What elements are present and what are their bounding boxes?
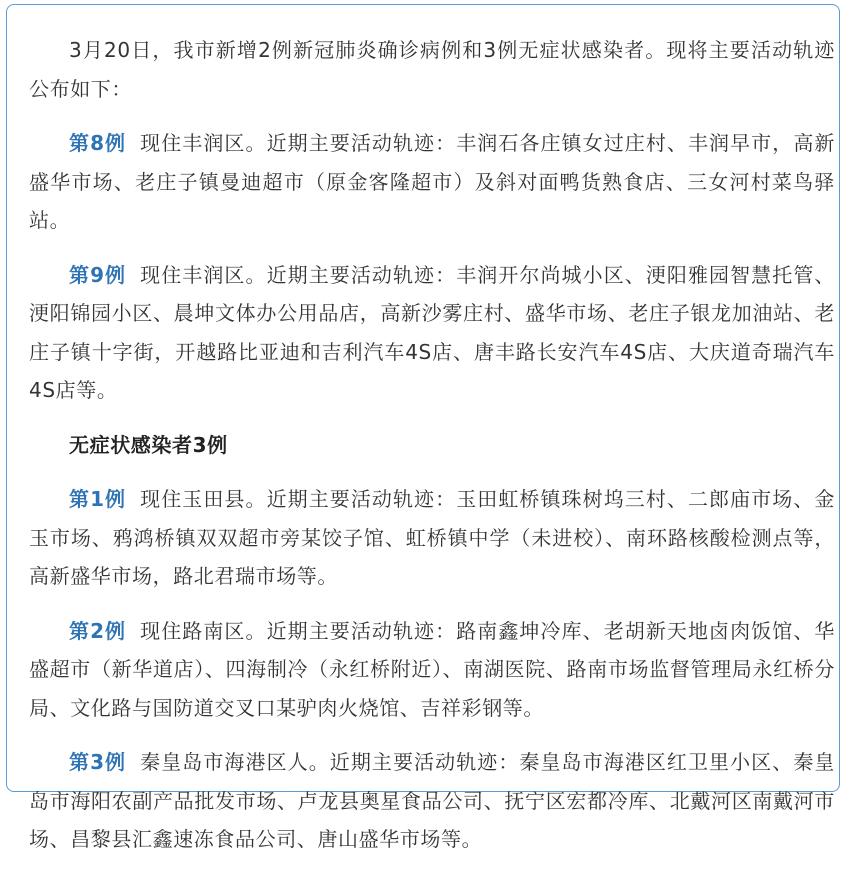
case-paragraph <box>29 124 835 240</box>
case-paragraph <box>29 743 835 859</box>
case-paragraph <box>29 612 835 728</box>
case-text: 秦皇岛市海港区人。近期主要活动轨迹：秦皇岛市海港区红卫里小区、秦皇岛市海阳农副产品批发市场、卢龙县奥星食品公司、抚宁区宏都冷库、北戴河区南戴河市场、昌黎县汇鑫速冻食品公司、唐山盛华市场等。 <box>29 750 835 851</box>
case-paragraph <box>29 480 835 596</box>
case-label: 第3例 <box>69 750 127 774</box>
case-text: 现住玉田县。近期主要活动轨迹：玉田虹桥镇珠树坞三村、二郎庙市场、金玉市场、鸦鸿桥镇双双超市旁某饺子馆、虹桥镇中学（未进校）、南环路核酸检测点等，高新盛华市场，路北君瑞市场等。 <box>29 487 835 588</box>
case-label: 第2例 <box>69 618 127 643</box>
case-text: 现住丰润区。近期主要活动轨迹：丰润石各庄镇女过庄村、丰润早市，高新盛华市场、老庄子镇曼迪超市（原金客隆超市）及斜对面鸭货熟食店、三女河村菜鸟驿站。 <box>29 131 835 232</box>
intro-paragraph: 3月20日，我市新增2例新冠肺炎确诊病例和3例无症状感染者。现将主要活动轨迹公布如下： <box>29 38 835 101</box>
case-label: 第8例 <box>69 131 127 155</box>
article-frame <box>6 4 840 851</box>
case-label: 第9例 <box>69 262 127 287</box>
case-text: 现住丰润区。近期主要活动轨迹：丰润开尔尚城小区、浭阳雅园智慧托管、浭阳锦园小区、晨坤文体办公用品店，高新沙雾庄村、盛华市场、老庄子银龙加油站、老庄子镇十字街，开越路比亚迪和吉利汽车4S店、唐丰路长安汽车4S店、大庆道奇瑞汽车4S店等。 <box>29 262 835 402</box>
case-text: 现住路南区。近期主要活动轨迹：路南鑫坤冷库、老胡新天地卤肉饭馆、华盛超市（新华道店）、四海制冷（永红桥附近）、南湖医院、路南市场监督管理局永红桥分局、文化路与国防道交叉口某驴肉火烧馆、吉祥彩钢等。 <box>29 618 835 720</box>
article-content <box>29 31 835 875</box>
asymptomatic-heading: 无症状感染者3例 <box>69 432 228 457</box>
case-paragraph <box>29 256 835 410</box>
case-label: 第1例 <box>69 487 127 511</box>
